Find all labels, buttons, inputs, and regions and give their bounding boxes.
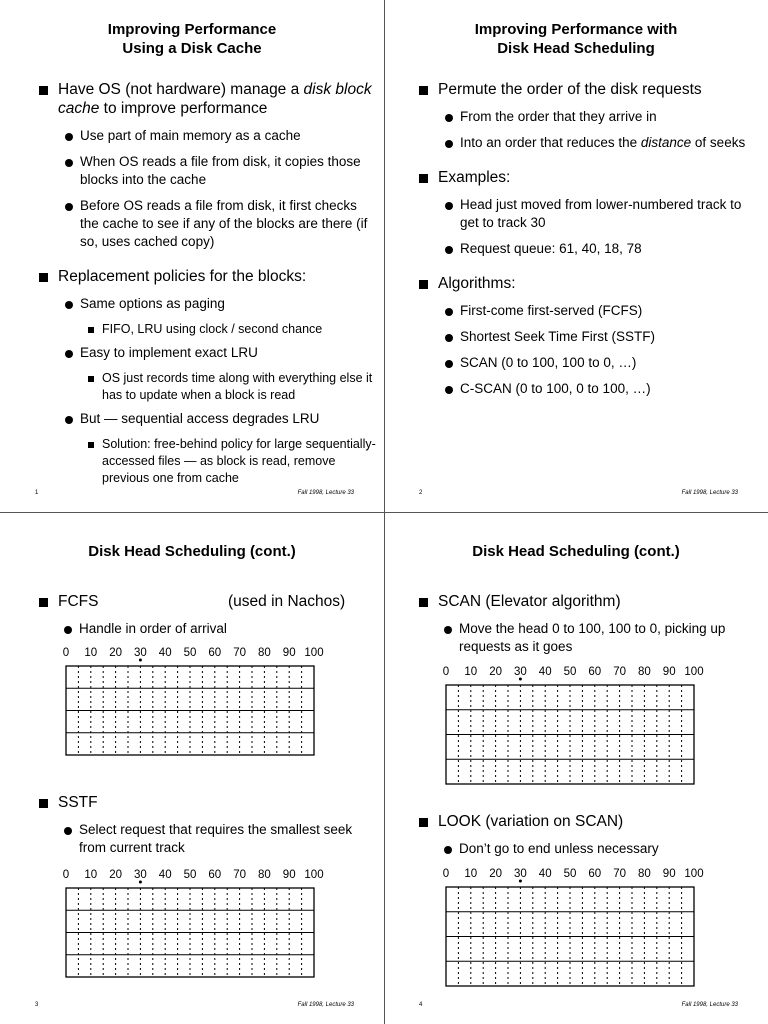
axis-tick-label: 100 (684, 868, 704, 880)
bullet-replacement: Replacement policies for the blocks: (38, 267, 376, 286)
axis-tick-label: 0 (62, 869, 70, 881)
slide-3 (0, 512, 384, 1024)
axis-tick-label: 60 (588, 868, 602, 880)
sub-bullet: When OS reads a file from disk, it copies those blocks into the cache (59, 153, 376, 189)
slide-number: 4 (419, 1002, 423, 1008)
axis-tick-label: 90 (282, 647, 296, 659)
axis-tick-label: 10 (464, 868, 478, 880)
bullet-permute: Permute the order of the disk requests (418, 80, 760, 99)
axis-tick-label: 70 (613, 868, 626, 880)
axis-marker-dot (139, 659, 142, 662)
axis-tick-label: 50 (563, 666, 577, 678)
axis-tick-label: 90 (662, 868, 676, 880)
axis-tick-label: 0 (442, 868, 450, 880)
lecture-label: Fall 1998, Lecture 33 (681, 490, 738, 496)
slide-content (418, 80, 760, 406)
sub-bullet: Move the head 0 to 100, 100 to 0, picking up requests as it goes (438, 620, 759, 656)
sub-bullet: Handle in order of arrival (58, 620, 227, 638)
sub-sub-bullet: FIFO, LRU using clock / second chance (88, 321, 376, 338)
axis-tick-label: 0 (62, 647, 70, 659)
sub-bullet: But — sequential access degrades LRU (59, 410, 376, 428)
axis-tick-label: 40 (538, 868, 552, 880)
fcfs-note: (used in Nachos) (228, 593, 346, 610)
sub-bullet: From the order that they arrive in (439, 108, 760, 126)
bullet-scan: SCAN (Elevator algorithm) (418, 592, 621, 611)
axis-tick-label: 40 (158, 869, 172, 881)
axis-tick-label: 100 (304, 647, 324, 659)
slide-title: Improving Performance Using a Disk Cache (107, 21, 277, 57)
axis-tick-label: 10 (84, 869, 98, 881)
axis-tick-label: 60 (588, 666, 602, 678)
sub-bullet: Before OS reads a file from disk, it first checks the cache to see if any of the blocks are there (if so, uses cached copy) (59, 197, 376, 251)
slide-number: 2 (419, 490, 423, 496)
sub-bullet: Head just moved from lower-numbered track to get to track 30 (439, 196, 760, 232)
sub-bullet: Request queue: 61, 40, 18, 78 (439, 240, 760, 258)
axis-tick-label: 60 (208, 647, 222, 659)
axis-tick-label: 70 (613, 666, 626, 678)
axis-tick-label: 60 (208, 869, 222, 881)
slide-1 (0, 0, 384, 512)
axis-marker-dot (519, 880, 522, 883)
sub-bullet: Shortest Seek Time First (SSTF) (439, 328, 760, 346)
slide-content (38, 80, 376, 493)
sub-bullet: Easy to implement exact LRU (59, 344, 376, 362)
bullet-algorithms: Algorithms: (418, 274, 760, 293)
sub-sub-bullet: OS just records time along with everything else it has to update when a block is read (88, 370, 376, 404)
axis-tick-label: 40 (538, 666, 552, 678)
track-grid-look (436, 863, 706, 988)
sub-bullet: SCAN (0 to 100, 100 to 0, …) (439, 354, 760, 372)
lecture-label: Fall 1998, Lecture 33 (297, 490, 354, 496)
axis-tick-label: 50 (183, 647, 197, 659)
axis-tick-label: 20 (489, 868, 502, 880)
axis-tick-label: 50 (183, 869, 197, 881)
bullet-sstf: SSTF (38, 793, 98, 812)
axis-tick-label: 90 (662, 666, 676, 678)
sub-bullet: Select request that requires the smallest seek from current track (58, 821, 379, 857)
axis-tick-label: 20 (109, 869, 122, 881)
axis-tick-label: 10 (84, 647, 98, 659)
axis-tick-label: 30 (514, 868, 527, 880)
sub-bullet: Into an order that reduces the distance of seeks (439, 134, 760, 152)
axis-tick-label: 20 (489, 666, 502, 678)
axis-tick-label: 80 (258, 869, 271, 881)
axis-tick-label: 30 (134, 647, 147, 659)
axis-marker-dot (139, 881, 142, 884)
bullet-look: LOOK (variation on SCAN) (418, 812, 623, 831)
axis-tick-label: 80 (638, 666, 651, 678)
bullet-fcfs: FCFS (38, 592, 98, 611)
slide-2 (384, 0, 768, 512)
axis-marker-dot (519, 678, 522, 681)
sub-bullet: Same options as paging (59, 295, 376, 313)
track-grid-sstf (56, 864, 326, 979)
slide-title: Disk Head Scheduling (cont.) (472, 543, 680, 560)
axis-tick-label: 30 (134, 869, 147, 881)
slide-title: Disk Head Scheduling (cont.) (88, 543, 296, 560)
bullet-disk-cache: Have OS (not hardware) manage a disk block cache to improve performance (38, 80, 376, 118)
track-grid-fcfs (56, 642, 326, 757)
axis-tick-label: 100 (304, 869, 324, 881)
lecture-label: Fall 1998, Lecture 33 (681, 1002, 738, 1008)
axis-tick-label: 30 (514, 666, 527, 678)
sub-bullet: First-come first-served (FCFS) (439, 302, 760, 320)
track-grid-scan (436, 661, 706, 786)
axis-tick-label: 70 (233, 869, 246, 881)
slide-4 (384, 512, 768, 1024)
axis-tick-label: 40 (158, 647, 172, 659)
axis-tick-label: 0 (442, 666, 450, 678)
slide-number: 3 (35, 1002, 39, 1008)
sub-bullet: Don’t go to end unless necessary (438, 840, 659, 858)
axis-tick-label: 80 (638, 868, 651, 880)
axis-tick-label: 80 (258, 647, 271, 659)
axis-tick-label: 10 (464, 666, 478, 678)
bullet-examples: Examples: (418, 168, 760, 187)
sub-sub-bullet: Solution: free-behind policy for large sequentially-accessed files — as block is read, remove previous one from cache (88, 436, 376, 487)
axis-tick-label: 20 (109, 647, 122, 659)
slide-title: Improving Performance with Disk Head Scheduling (474, 21, 678, 57)
slide-number: 1 (35, 490, 39, 496)
axis-tick-label: 100 (684, 666, 704, 678)
sub-bullet: Use part of main memory as a cache (59, 127, 376, 145)
sub-bullet: C-SCAN (0 to 100, 0 to 100, …) (439, 380, 760, 398)
axis-tick-label: 90 (282, 869, 296, 881)
axis-tick-label: 70 (233, 647, 246, 659)
lecture-label: Fall 1998, Lecture 33 (297, 1002, 354, 1008)
axis-tick-label: 50 (563, 868, 577, 880)
